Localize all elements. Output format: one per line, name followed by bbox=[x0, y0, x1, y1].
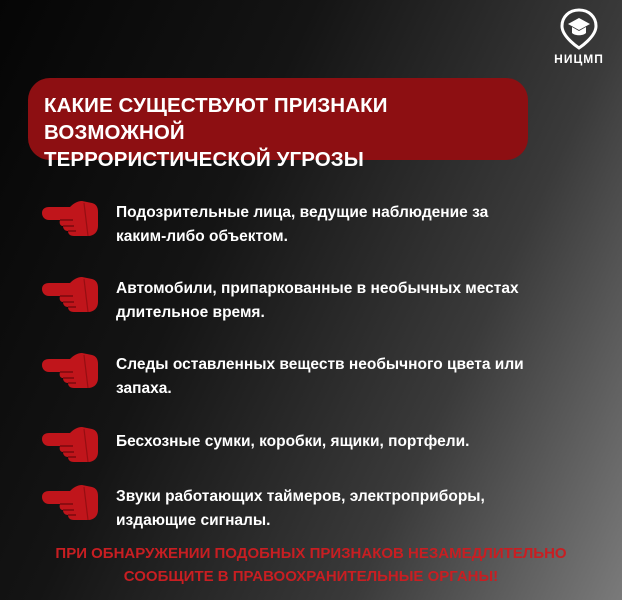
list-item-line: длительное время. bbox=[116, 304, 265, 321]
pointing-hand-icon bbox=[40, 196, 100, 240]
title-line-2: ТЕРРОРИСТИЧЕСКОЙ УГРОЗЫ bbox=[44, 148, 364, 171]
list-item-line: Следы оставленных веществ необычного цвета или bbox=[116, 356, 524, 373]
title-banner bbox=[28, 78, 528, 171]
list-item bbox=[40, 422, 600, 482]
list-item-line: запаха. bbox=[116, 380, 172, 397]
title-line-1: КАКИЕ СУЩЕСТВУЮТ ПРИЗНАКИ ВОЗМОЖНОЙ bbox=[44, 94, 388, 144]
logo bbox=[552, 8, 606, 66]
page-title bbox=[44, 92, 514, 173]
list-item bbox=[40, 272, 600, 332]
footer-line-2: СООБЩИТЕ В ПРАВООХРАНИТЕЛЬНЫЕ ОРГАНЫ! bbox=[123, 568, 499, 585]
graduation-cap-pin-icon bbox=[559, 8, 599, 50]
logo-text: НИЦМП bbox=[554, 52, 604, 66]
list-item-text bbox=[116, 353, 586, 401]
pointing-hand-icon bbox=[40, 272, 100, 316]
list-item-line: Подозрительные лица, ведущие наблюдение за bbox=[116, 204, 489, 221]
list-item bbox=[40, 196, 600, 256]
list-item-line: издающие сигналы. bbox=[116, 512, 271, 529]
list-item-line: каким-либо объектом. bbox=[116, 228, 288, 245]
list-item-line: Бесхозные сумки, коробки, ящики, портфели. bbox=[116, 433, 470, 450]
list-item-text bbox=[116, 277, 586, 325]
list-item-text bbox=[116, 430, 586, 454]
list-item bbox=[40, 348, 600, 408]
list-item-line: Автомобили, припаркованные в необычных местах bbox=[116, 280, 519, 297]
list-item-text bbox=[116, 201, 586, 249]
pointing-hand-icon bbox=[40, 480, 100, 524]
pointing-hand-icon bbox=[40, 348, 100, 392]
list-item-line: Звуки работающих таймеров, электроприборы, bbox=[116, 488, 485, 505]
pointing-hand-icon bbox=[40, 422, 100, 466]
footer-line-1: ПРИ ОБНАРУЖЕНИИ ПОДОБНЫХ ПРИЗНАКОВ НЕЗАМЕДЛИТЕЛЬНО bbox=[55, 545, 567, 562]
list-item-text bbox=[116, 485, 586, 533]
list-item bbox=[40, 480, 600, 540]
footer-warning bbox=[0, 542, 622, 588]
